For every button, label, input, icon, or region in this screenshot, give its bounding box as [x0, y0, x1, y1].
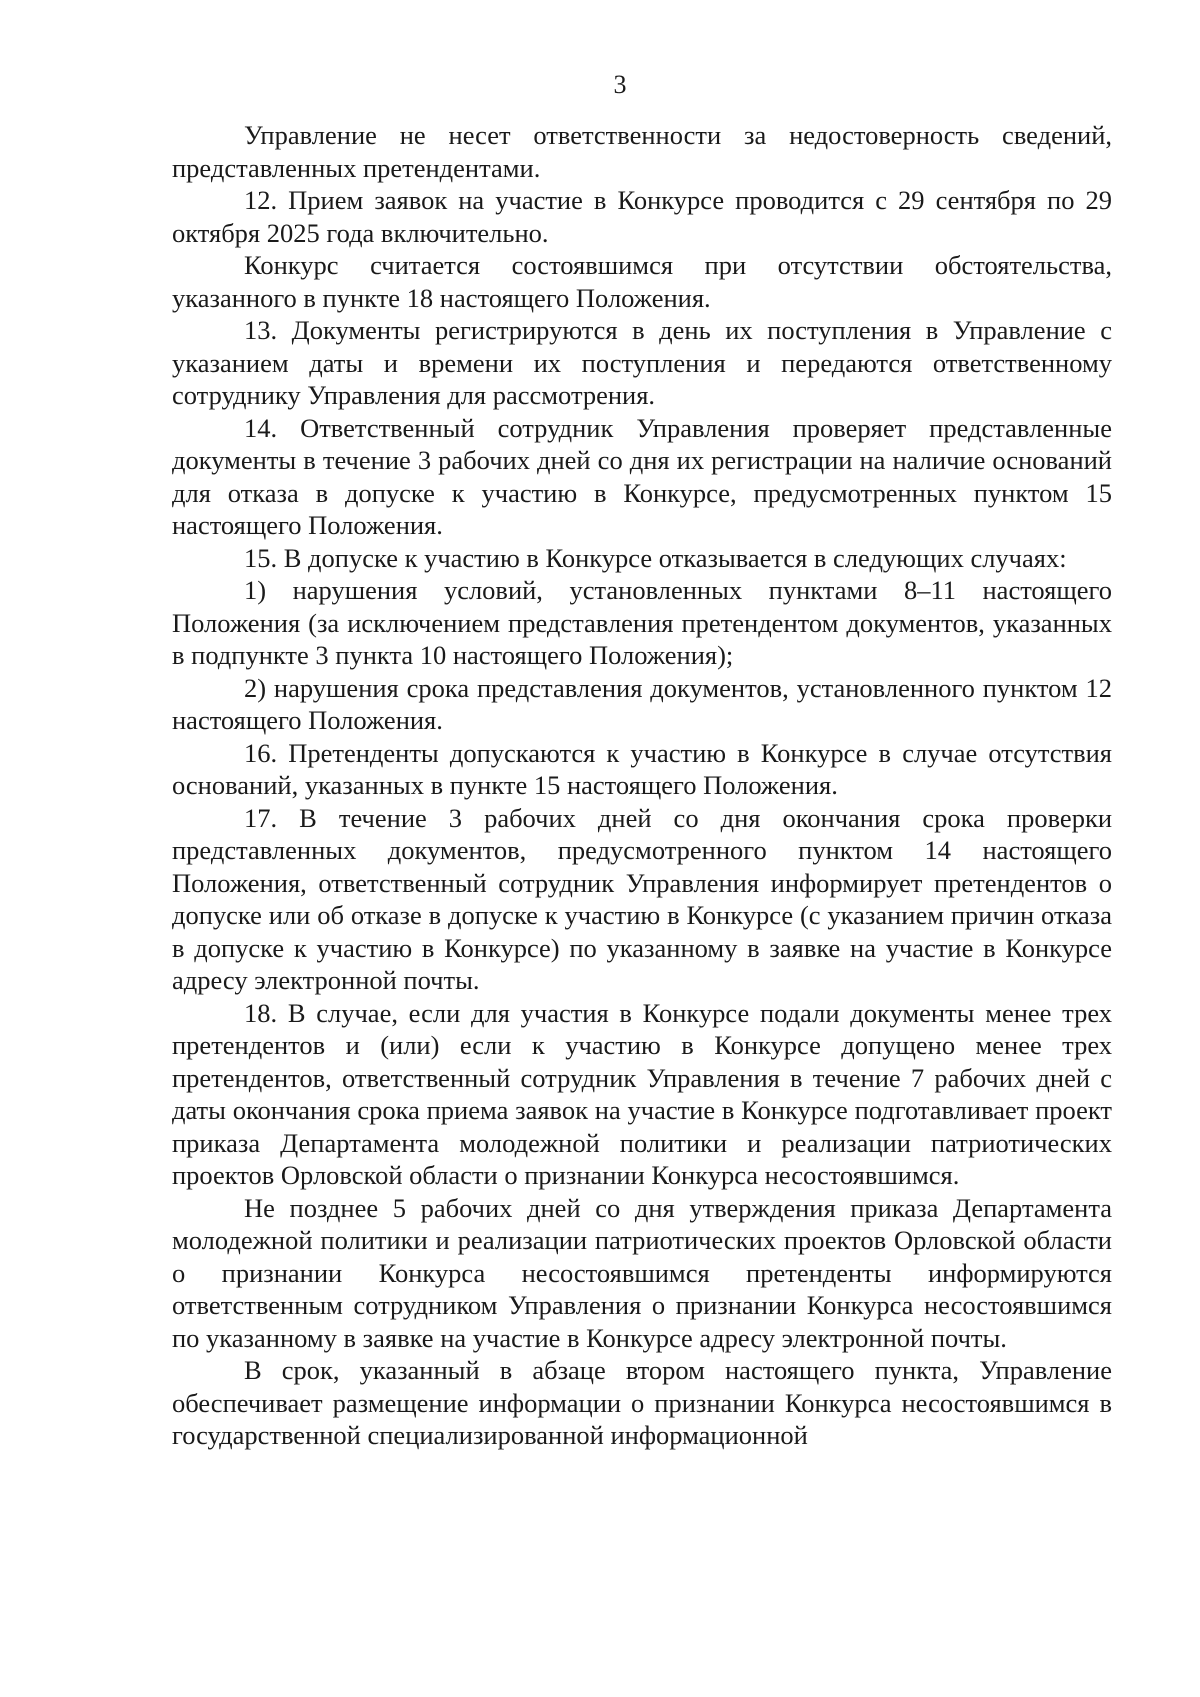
- paragraph-17-notification: 17. В течение 3 рабочих дней со дня окончания срока проверки представленных документов, предусмотренного пунктом 14 настоящего Положения, ответственный сотрудник Управления информирует претендентов о допуске или об отказе в допуске к участию в Конкурсе (с указанием причин отказа в допуске к участию в Конкурсе) по указанному в заявке на участие в Конкурсе адресу электронной почты.: [172, 802, 1112, 995]
- paragraph-18-informing: Не позднее 5 рабочих дней со дня утверждения приказа Департамента молодежной политики и реализации патриотических проектов Орловской области о признании Конкурса несостоявшимся претенденты информируются ответственным сотрудником Управления о признании Конкурса несостоявшимся по указанному в заявке на участие в Конкурсе адресу электронной почты.: [172, 1192, 1112, 1353]
- paragraph-13-registration: 13. Документы регистрируются в день их поступления в Управление с указанием даты и времени их поступления и передаются ответственному сотруднику Управления для рассмотрения.: [172, 315, 1112, 410]
- paragraph-18-publication: В срок, указанный в абзаце втором настоящего пункта, Управление обеспечивает размещение информации о признании Конкурса несостоявшимся в государственной специализированной информационной: [172, 1355, 1112, 1450]
- paragraph-15-item-1: 1) нарушения условий, установленных пунктами 8–11 настоящего Положения (за исключением представления претендентом документов, указанных в подпункте 3 пункта 10 настоящего Положения);: [172, 575, 1112, 670]
- paragraph-16-admission: 16. Претенденты допускаются к участию в Конкурсе в случае отсутствия оснований, указанных в пункте 15 настоящего Положения.: [172, 737, 1112, 800]
- paragraph-management-liability: Управление не несет ответственности за недостоверность сведений, представленных претендентами.: [172, 120, 1112, 183]
- paragraph-15-item-2: 2) нарушения срока представления документов, установленного пунктом 12 настоящего Положения.: [172, 672, 1112, 735]
- document-body: [172, 119, 1112, 1452]
- paragraph-14-review: 14. Ответственный сотрудник Управления проверяет представленные документы в течение 3 рабочих дней со дня их регистрации на наличие оснований для отказа в допуске к участию в Конкурсе, предусмотренных пунктом 15 настоящего Положения.: [172, 412, 1112, 540]
- paragraph-15-refusal: 15. В допуске к участию в Конкурсе отказывается в следующих случаях:: [244, 542, 1067, 573]
- paragraph-18-failed-contest: 18. В случае, если для участия в Конкурсе подали документы менее трех претендентов и (или) если к участию в Конкурсе допущено менее трех претендентов, ответственный сотрудник Управления в течение 7 рабочих дней с даты окончания срока приема заявок на участие в Конкурсе подготавливает проект приказа Департамента молодежной политики и реализации патриотических проектов Орловской области о признании Конкурса несостоявшимся.: [172, 997, 1112, 1190]
- page-number: 3: [613, 70, 627, 99]
- paragraph-12-application-period: 12. Прием заявок на участие в Конкурсе проводится с 29 сентября по 29 октября 2025 года включительно.: [172, 185, 1112, 248]
- paragraph-contest-valid: Конкурс считается состоявшимся при отсутствии обстоятельства, указанного в пункте 18 настоящего Положения.: [172, 250, 1112, 313]
